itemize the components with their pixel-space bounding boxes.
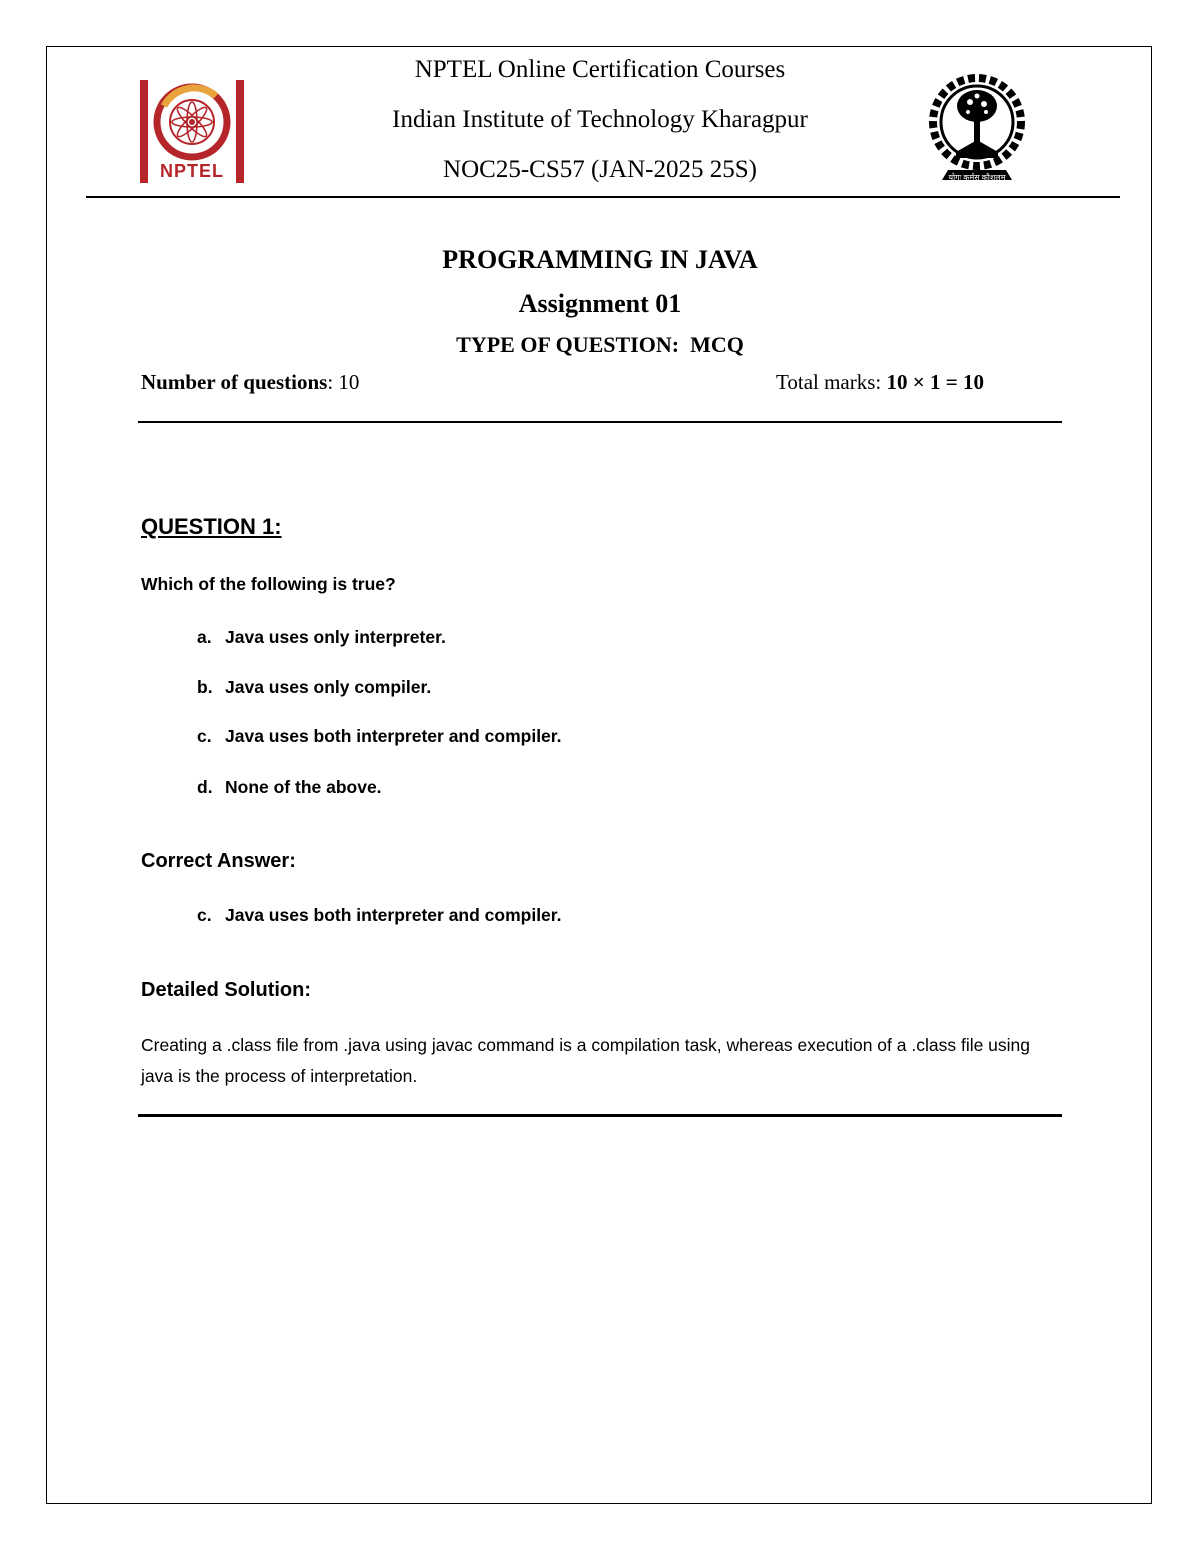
option-text: None of the above. [225, 777, 382, 797]
header-line-1: NPTEL Online Certification Courses [414, 56, 786, 83]
correct-answer-heading: Correct Answer: [141, 850, 296, 872]
total-marks-value: 10 × 1 = 10 [886, 370, 984, 394]
header-line-2: Indian Institute of Technology Kharagpur [392, 106, 808, 133]
question-text: Which of the following is true? [141, 574, 396, 594]
option-text: Java uses both interpreter and compiler. [225, 726, 562, 746]
option-letter: c. [197, 726, 212, 746]
option-letter: d. [197, 777, 213, 797]
num-questions-label: Number of questions [141, 370, 328, 394]
header-divider [86, 196, 1120, 198]
option-d [197, 777, 382, 798]
meta-divider [138, 421, 1062, 423]
option-letter: b. [197, 677, 213, 697]
detailed-solution-text: Creating a .class file from .java using javac command is a compilation task, whereas execution of a .class file using java is the process of interpretation. [141, 1035, 1031, 1086]
correct-answer [197, 905, 562, 926]
total-marks [776, 370, 984, 395]
num-questions-value: 10 [338, 370, 360, 394]
question-type [0, 332, 1200, 358]
question-end-divider [138, 1114, 1062, 1117]
iit-logo-motto: योगः कर्मसु कौशलम् [948, 173, 1006, 182]
option-b [197, 677, 431, 698]
course-title: PROGRAMMING IN JAVA [442, 245, 758, 274]
option-text: Java uses only compiler. [225, 677, 432, 697]
assignment-title: Assignment 01 [518, 289, 682, 318]
total-marks-label: Total marks: [776, 370, 882, 394]
num-questions-colon: : [327, 370, 334, 394]
option-a [197, 627, 446, 648]
option-c [197, 726, 562, 747]
detailed-solution-heading: Detailed Solution: [141, 979, 311, 1001]
question-type-label: TYPE OF QUESTION: [456, 332, 680, 357]
option-text: Java uses only interpreter. [225, 627, 446, 647]
number-of-questions [141, 370, 359, 395]
option-letter: a. [197, 627, 212, 647]
header-line-3: NOC25-CS57 (JAN-2025 25S) [443, 156, 757, 183]
correct-answer-letter: c. [197, 905, 212, 925]
correct-answer-text: Java uses both interpreter and compiler. [225, 905, 562, 925]
question-type-value: MCQ [690, 332, 744, 357]
question-heading: QUESTION 1: [141, 514, 282, 539]
nptel-logo-text: NPTEL [159, 161, 224, 181]
